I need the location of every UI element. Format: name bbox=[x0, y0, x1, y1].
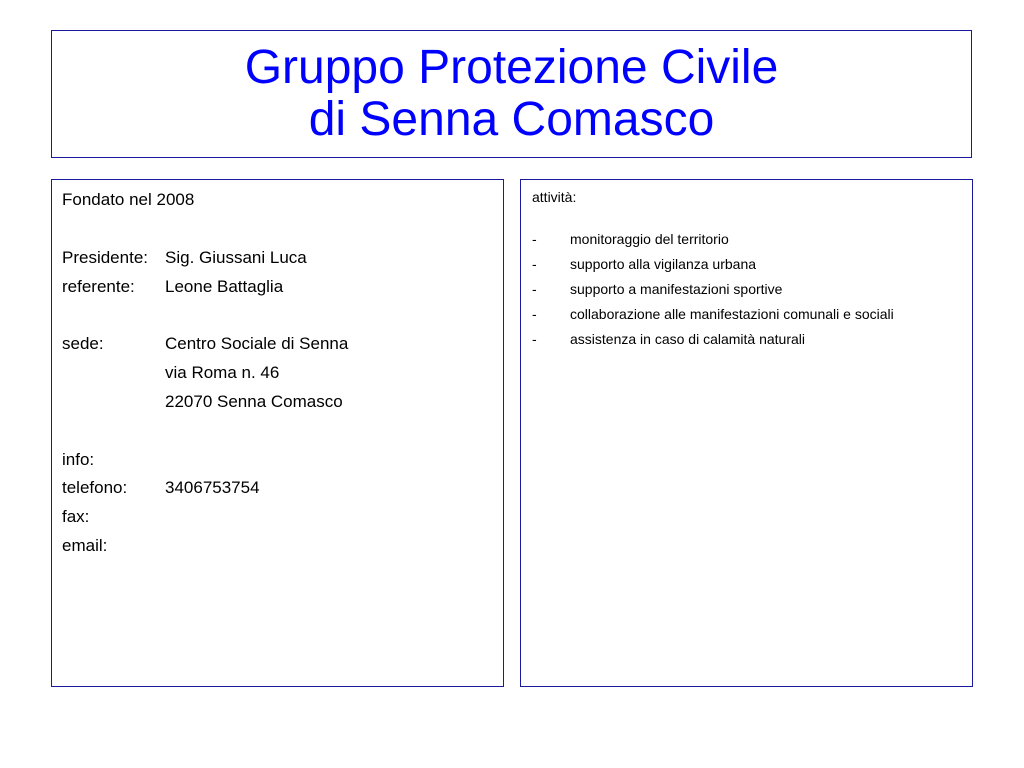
seat-row bbox=[62, 330, 348, 359]
activities-panel bbox=[520, 179, 973, 687]
fax-label: fax: bbox=[62, 507, 90, 527]
title-line-1: Gruppo Protezione Civile bbox=[244, 41, 779, 94]
activities-heading: attività: bbox=[532, 189, 577, 205]
activity-text: collaborazione alle manifestazioni comunali e sociali bbox=[570, 305, 894, 322]
seat-line-2: via Roma n. 46 bbox=[165, 363, 280, 383]
bullet-dash: - bbox=[532, 256, 537, 273]
phone-label: telefono: bbox=[62, 478, 128, 498]
email-label: email: bbox=[62, 535, 108, 555]
info-panel bbox=[51, 179, 504, 687]
bullet-dash: - bbox=[532, 330, 537, 347]
title-box bbox=[51, 30, 972, 158]
activity-text: supporto alla vigilanza urbana bbox=[570, 256, 757, 273]
info-label: info: bbox=[62, 449, 95, 469]
list-item bbox=[532, 301, 894, 326]
president-label: Presidente: bbox=[62, 247, 148, 267]
list-item bbox=[532, 277, 894, 302]
founded-row bbox=[62, 186, 348, 215]
bullet-dash: - bbox=[532, 305, 537, 322]
activity-text: supporto a manifestazioni sportive bbox=[570, 280, 783, 297]
seat-row bbox=[62, 359, 348, 388]
activity-text: assistenza in caso di calamità naturali bbox=[570, 330, 806, 347]
president-row bbox=[62, 244, 348, 273]
president-value: Sig. Giussani Luca bbox=[165, 247, 307, 267]
seat-line-3: 22070 Senna Comasco bbox=[165, 391, 343, 411]
list-item bbox=[532, 252, 894, 277]
contact-row bbox=[62, 272, 348, 301]
bullet-dash: - bbox=[532, 231, 537, 248]
list-item bbox=[532, 227, 894, 252]
phone-row bbox=[62, 474, 348, 503]
founded-text: Fondato nel 2008 bbox=[62, 190, 195, 210]
fax-row bbox=[62, 503, 348, 532]
list-item bbox=[532, 326, 894, 351]
info-row bbox=[62, 445, 348, 474]
seat-row bbox=[62, 388, 348, 417]
seat-label: sede: bbox=[62, 334, 104, 354]
title-line-2: di Senna Comasco bbox=[308, 93, 715, 146]
contact-value: Leone Battaglia bbox=[165, 276, 284, 296]
email-row bbox=[62, 532, 348, 561]
contact-label: referente: bbox=[62, 276, 135, 296]
seat-line-1: Centro Sociale di Senna bbox=[165, 334, 349, 354]
activity-text: monitoraggio del territorio bbox=[570, 231, 729, 248]
phone-value: 3406753754 bbox=[165, 478, 260, 498]
bullet-dash: - bbox=[532, 280, 537, 297]
